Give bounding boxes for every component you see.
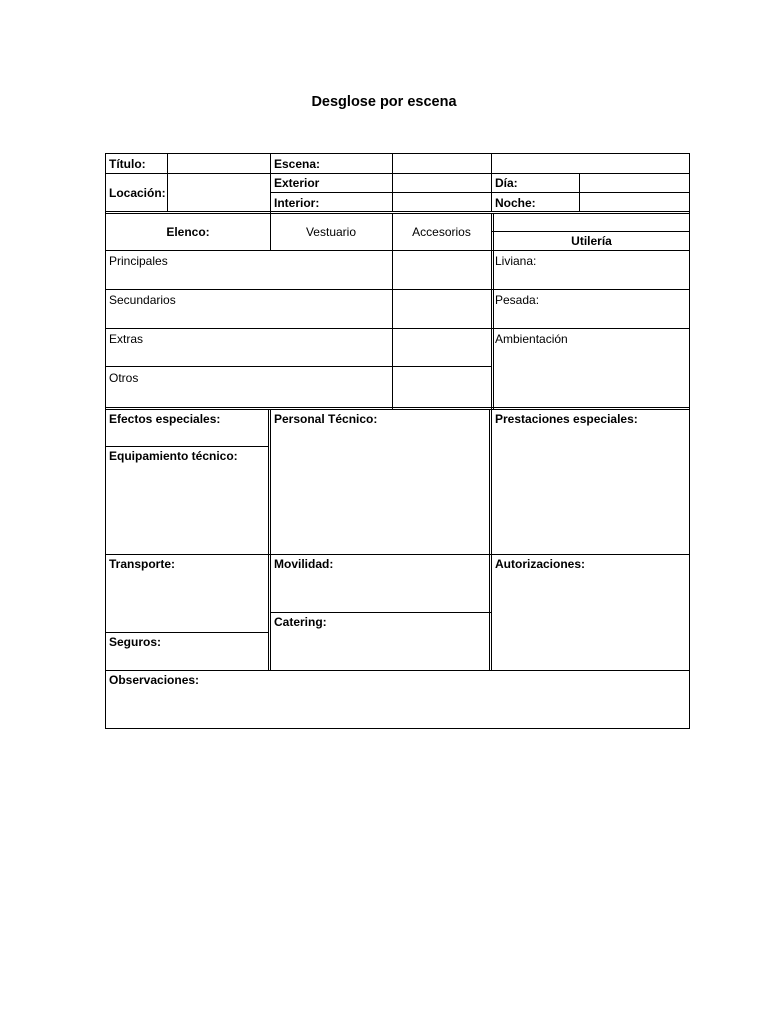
divider: [491, 409, 492, 670]
noche-label: Noche:: [495, 196, 536, 210]
dia-field[interactable]: [580, 174, 690, 192]
divider: [106, 213, 690, 214]
accesorios-header: Accesorios: [412, 225, 471, 239]
exterior-field[interactable]: [393, 174, 491, 192]
page-title: Desglose por escena: [311, 94, 457, 110]
cast-row-principales: Principales: [109, 254, 168, 268]
equipamiento-tecnico-label: Equipamiento técnico:: [109, 449, 238, 463]
divider: [106, 554, 690, 555]
divider: [106, 632, 269, 633]
divider: [268, 409, 269, 670]
divider: [270, 612, 491, 613]
divider: [106, 407, 690, 408]
props-row-liviana: Liviana:: [495, 254, 537, 268]
autorizaciones-label: Autorizaciones:: [495, 557, 586, 571]
divider: [491, 213, 492, 409]
titulo-label: Título:: [109, 157, 146, 171]
interior-field[interactable]: [393, 193, 491, 211]
locacion-label: Locación:: [109, 186, 166, 200]
interior-label: Interior:: [274, 196, 320, 210]
escena-label: Escena:: [274, 157, 321, 171]
divider: [491, 231, 690, 232]
locacion-field[interactable]: [168, 174, 270, 211]
dia-label: Día:: [495, 176, 518, 190]
titulo-field[interactable]: [168, 154, 270, 173]
movilidad-label: Movilidad:: [274, 557, 334, 571]
personal-tecnico-label: Personal Técnico:: [274, 412, 378, 426]
props-row-pesada: Pesada:: [495, 293, 540, 307]
utileria-header: Utilería: [571, 234, 612, 248]
vestuario-header: Vestuario: [305, 225, 357, 239]
escena-field[interactable]: [393, 154, 491, 173]
breakdown-form: [105, 153, 690, 729]
divider: [489, 409, 490, 670]
divider: [392, 213, 393, 409]
elenco-header: Elenco:: [166, 225, 210, 239]
noche-field[interactable]: [580, 193, 690, 211]
catering-label: Catering:: [274, 615, 327, 629]
divider: [491, 154, 492, 212]
divider: [106, 250, 690, 251]
prestaciones-especiales-label: Prestaciones especiales:: [495, 412, 638, 426]
exterior-label: Exterior: [274, 176, 320, 190]
cast-row-otros: Otros: [109, 371, 139, 385]
divider: [106, 289, 690, 290]
props-row-ambientacion: Ambientación: [495, 332, 568, 346]
cast-row-extras: Extras: [109, 332, 144, 346]
divider: [106, 670, 690, 671]
divider: [106, 366, 492, 367]
divider: [106, 211, 690, 212]
observaciones-label: Observaciones:: [109, 673, 200, 687]
efectos-especiales-label: Efectos especiales:: [109, 412, 221, 426]
divider: [106, 328, 690, 329]
divider: [270, 409, 271, 670]
divider: [106, 446, 269, 447]
cast-row-secundarios: Secundarios: [109, 293, 176, 307]
transporte-label: Transporte:: [109, 557, 176, 571]
divider: [106, 409, 690, 410]
seguros-label: Seguros:: [109, 635, 162, 649]
